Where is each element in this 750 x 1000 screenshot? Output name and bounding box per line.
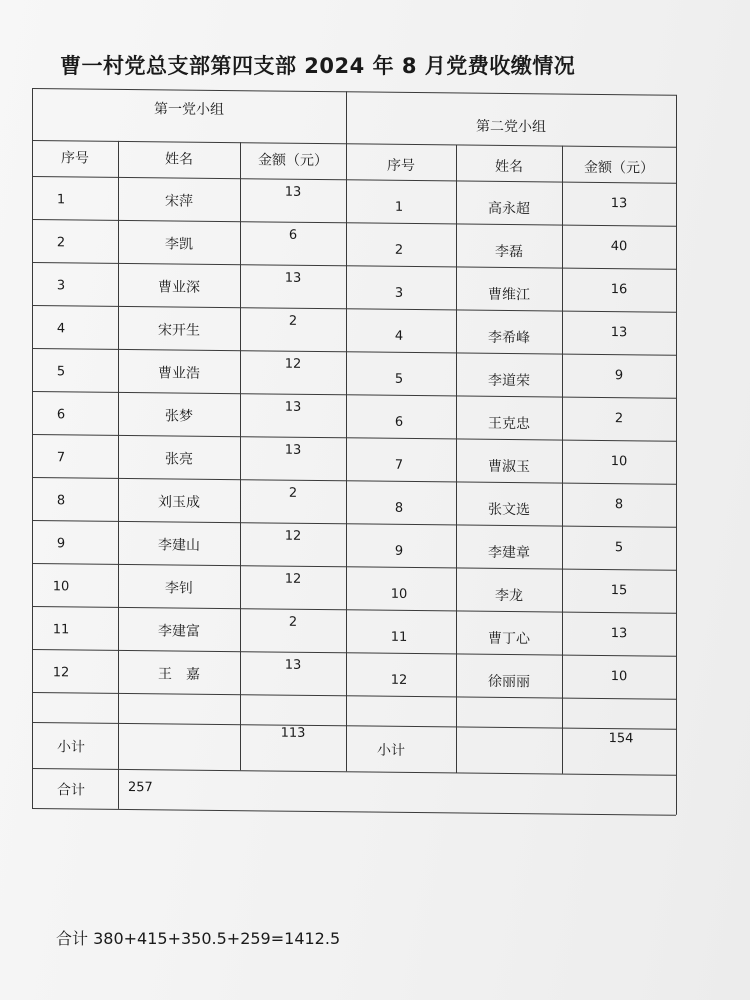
- group2-header-name: 姓名: [495, 158, 523, 176]
- row-divider: [32, 434, 676, 442]
- group2-row-name: 李道荣: [488, 372, 530, 389]
- group2-row-amount: 13: [610, 195, 628, 211]
- group1-row-name: 曹业深: [158, 278, 200, 296]
- dues-table: [32, 88, 676, 817]
- group1-row-name: 宋萍: [165, 192, 193, 210]
- group2-row-name: 李龙: [495, 587, 523, 604]
- group1-row-no: 2: [56, 234, 66, 250]
- group1-row-amount: 6: [288, 227, 298, 243]
- group2-row-no: 10: [390, 586, 408, 602]
- group2-row-amount: 13: [610, 625, 628, 641]
- group1-row-name: 李建富: [158, 622, 200, 640]
- group1-row-name: 王 嘉: [158, 665, 200, 683]
- group1-row-name: 曹业浩: [158, 364, 200, 382]
- row-divider: [32, 219, 676, 227]
- group2-row-amount: 8: [614, 496, 624, 512]
- group2-header-amount: 金额（元）: [584, 159, 654, 177]
- group1-row-amount: 2: [288, 614, 298, 630]
- group2-subtotal-label: 小计: [377, 742, 405, 759]
- group2-title: 第二党小组: [476, 118, 546, 136]
- row-divider: [32, 348, 676, 356]
- group2-row-no: 7: [394, 457, 404, 473]
- group1-row-amount: 13: [284, 657, 302, 673]
- group1-header-amount: 金额（元）: [258, 152, 328, 170]
- group1-row-no: 5: [56, 363, 66, 379]
- table-right-border: [676, 95, 677, 815]
- group1-row-no: 6: [56, 406, 66, 422]
- group1-row-name: 李建山: [158, 536, 200, 554]
- row-divider: [32, 305, 676, 313]
- group2-subtotal-value: 154: [608, 731, 634, 747]
- group1-subtotal-label: 小计: [57, 739, 85, 756]
- group1-row-name: 张梦: [165, 407, 193, 425]
- group1-row-no: 11: [52, 621, 70, 637]
- group1-row-amount: 13: [284, 399, 302, 415]
- group1-row-no: 9: [56, 535, 66, 551]
- group2-row-no: 2: [394, 242, 404, 258]
- group1-row-name: 李钊: [165, 579, 193, 597]
- group2-row-amount: 40: [610, 238, 628, 254]
- group1-row-amount: 13: [284, 442, 302, 458]
- group2-row-no: 4: [394, 328, 404, 344]
- group2-row-amount: 10: [610, 668, 628, 684]
- group1-row-amount: 13: [284, 270, 302, 286]
- row-divider: [32, 649, 676, 657]
- group1-row-name: 李凯: [165, 235, 193, 253]
- group2-row-name: 曹淑玉: [488, 458, 530, 475]
- group2-row-name: 曹丁心: [488, 630, 530, 647]
- total-label: 合计: [57, 782, 85, 799]
- group1-row-no: 8: [56, 492, 66, 508]
- row-divider: [32, 391, 676, 399]
- grand-total-note: 合计 380+415+350.5+259=1412.5: [56, 929, 341, 948]
- group1-row-amount: 12: [284, 528, 302, 544]
- group2-row-no: 8: [394, 500, 404, 516]
- group1-row-amount: 12: [284, 356, 302, 372]
- row-divider: [32, 520, 676, 528]
- group1-row-amount: 2: [288, 485, 298, 501]
- column-divider: [118, 769, 119, 809]
- group2-row-no: 9: [394, 543, 404, 559]
- group-divider: [346, 91, 347, 771]
- group1-header-name: 姓名: [165, 151, 193, 168]
- group1-row-no: 7: [56, 449, 66, 465]
- group2-row-no: 1: [394, 199, 404, 215]
- group1-row-name: 张亮: [165, 450, 193, 468]
- row-divider: [32, 692, 676, 700]
- total-value: 257: [128, 780, 153, 796]
- column-header-divider: [32, 176, 676, 184]
- group1-row-no: 1: [56, 191, 66, 207]
- group1-row-amount: 12: [284, 571, 302, 587]
- group2-row-amount: 16: [610, 281, 628, 297]
- group2-row-name: 曹维江: [488, 286, 530, 303]
- group2-row-amount: 9: [614, 367, 624, 383]
- group2-row-name: 李磊: [495, 243, 523, 260]
- group2-row-amount: 2: [614, 410, 624, 426]
- group2-row-amount: 15: [610, 582, 628, 598]
- group2-row-no: 5: [394, 371, 404, 387]
- row-divider: [32, 722, 676, 730]
- group2-row-name: 李建章: [488, 544, 530, 561]
- group2-row-name: 徐丽丽: [488, 673, 530, 690]
- row-divider: [32, 477, 676, 485]
- group2-row-no: 3: [394, 285, 404, 301]
- document-title: 曹一村党总支部第四支部 2024 年 8 月党费收缴情况: [60, 54, 576, 78]
- group1-row-amount: 13: [284, 184, 302, 200]
- group1-row-name: 刘玉成: [158, 493, 200, 511]
- group2-row-amount: 5: [614, 539, 624, 555]
- group1-row-name: 宋开生: [158, 321, 200, 339]
- group1-row-no: 10: [52, 578, 70, 594]
- group2-row-no: 6: [394, 414, 404, 430]
- group1-row-amount: 2: [288, 313, 298, 329]
- group2-row-no: 11: [390, 629, 408, 645]
- row-divider: [32, 563, 676, 571]
- group2-row-name: 李希峰: [488, 329, 530, 346]
- group2-row-name: 高永超: [488, 200, 530, 217]
- group1-row-no: 12: [52, 664, 70, 680]
- group1-row-no: 4: [56, 320, 66, 336]
- group2-row-name: 王克忠: [488, 415, 530, 432]
- group2-row-name: 张文选: [488, 501, 530, 518]
- group2-row-amount: 10: [610, 453, 628, 469]
- group2-row-amount: 13: [610, 324, 628, 340]
- row-divider: [32, 768, 676, 776]
- group-header-divider: [32, 140, 676, 148]
- group1-row-no: 3: [56, 277, 66, 293]
- row-divider: [32, 606, 676, 614]
- group2-header-no: 序号: [387, 157, 415, 175]
- group1-subtotal-value: 113: [280, 725, 306, 741]
- group1-title: 第一党小组: [154, 101, 224, 119]
- group2-row-no: 12: [390, 672, 408, 688]
- row-divider: [32, 262, 676, 270]
- group1-header-no: 序号: [61, 150, 89, 167]
